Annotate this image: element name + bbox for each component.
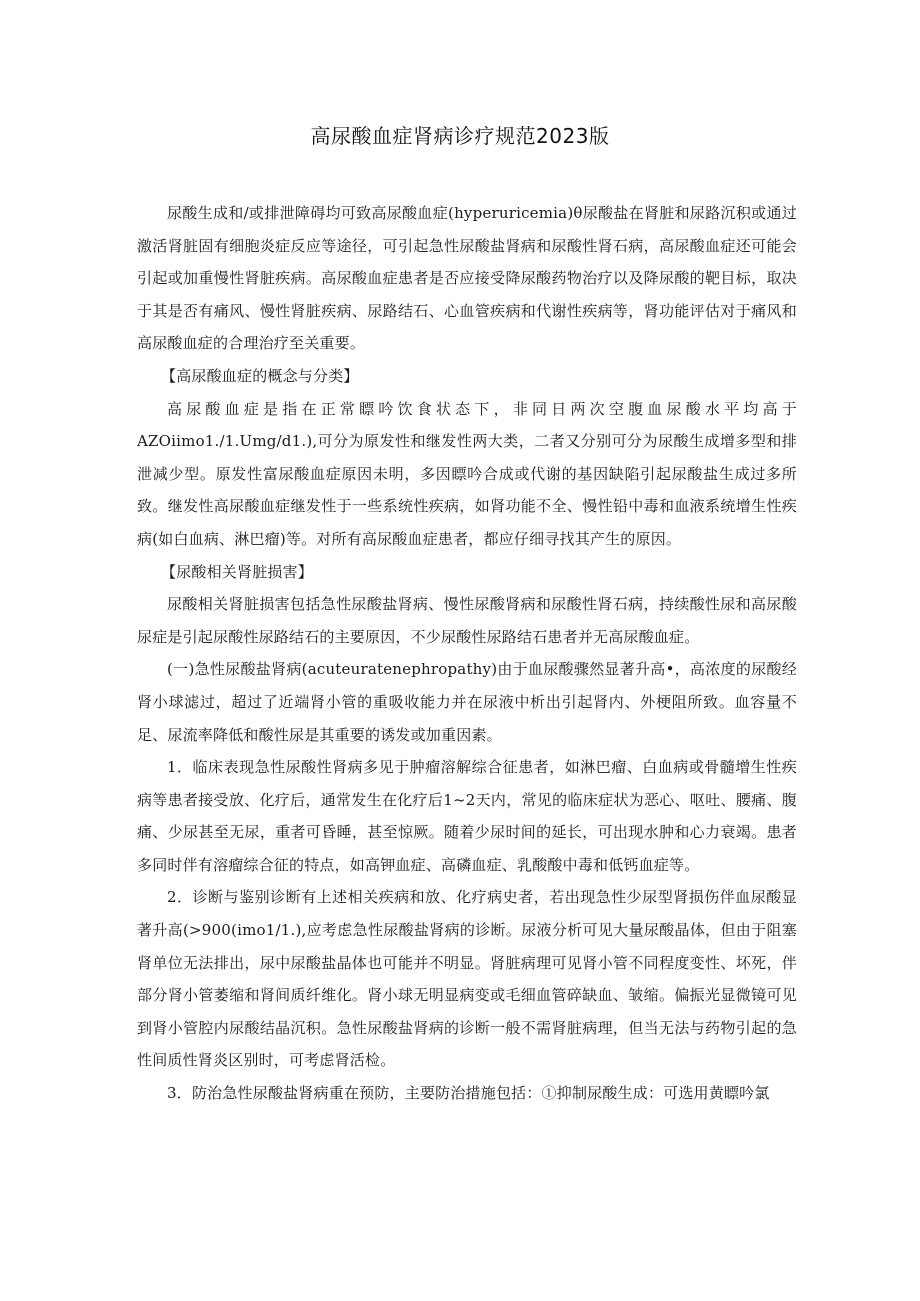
acute-nephropathy-paragraph: (一)急性尿酸盐肾病(acuteuratenephropathy)由于血尿酸骤然显著升高•，高浓度的尿酸经肾小球滤过，超过了近端肾小管的重吸收能力并在尿液中析出引起肾内、外梗阻所致。血容量不足、尿流率降低和酸性尿是其重要的诱发或加重因素。 (137, 660, 797, 744)
document-title: 高尿酸血症肾病诊疗规范2023版 (310, 124, 610, 148)
list-item-diagnosis: 2．诊断与鉴别诊断有上述相关疾病和放、化疗病史者，若出现急性少尿型肾损伤伴血尿酸显著升高(>900(imo1∕1.),应考虑急性尿酸盐肾病的诊断。尿液分析可见大量尿酸晶体，但由于阻塞肾单位无法排出，尿中尿酸盐晶体也可能并不明显。肾脏病理可见肾小管不同程度变性、坏死，伴部分肾小管萎缩和肾间质纤维化。肾小球无明显病变或毛细血管碎缺血、皱缩。偏振光显微镜可见到肾小管腔内尿酸结晶沉积。急性尿酸盐肾病的诊断一般不需肾脏病理，但当无法与药物引起的急性间质性肾炎区别时，可考虑肾活检。 (137, 888, 797, 1070)
list-item-prevention: 3．防治急性尿酸盐肾病重在预防，主要防治措施包括：①抑制尿酸生成：可选用黄瞟吟氯 (167, 1084, 770, 1103)
list-item-clinical: 1．临床表现急性尿酸性肾病多见于肿瘤溶解综合征患者，如淋巴瘤、白血病或骨髓增生性疾病等患者接受放、化疗后，通常发生在化疗后1~2天内，常见的临床症状为恶心、呕吐、腰痛、腹痛、少尿甚至无尿，重者可昏睡，甚至惊厥。随着少尿时间的延长，可出现水肿和心力衰竭。患者多同时伴有溶瘤综合征的特点，如高钾血症、高磷血症、乳酸酸中毒和低钙血症等。 (137, 758, 797, 874)
intro-paragraph: 尿酸生成和/或排泄障碍均可致高尿酸血症(hyperuricemia)θ尿酸盐在肾脏和尿路沉积或通过激活肾脏固有细胞炎症反应等途径，可引起急性尿酸盐肾病和尿酸性肾石病，高尿酸血症还可能会引起或加重慢性肾脏疾病。高尿酸血症患者是否应接受降尿酸药物治疗以及降尿酸的靶目标，取决于其是否有痛风、慢性肾脏疾病、尿路结石、心血管疾病和代谢性疾病等，肾功能评估对于痛风和高尿酸血症的合理治疗至关重要。 (137, 204, 797, 353)
section-heading-concept: 【高尿酸血症的概念与分类】 (161, 366, 359, 385)
concept-paragraph: 高尿酸血症是指在正常瞟吟饮食状态下，非同日两次空腹血尿酸水平均高于AZOiimo1./1.Umg/d1.),可分为原发性和继发性两大类，二者又分别可分为尿酸生成增多型和排泄减少型。原发性富尿酸血症原因未明，多因瞟吟合成或代谢的基因缺陷引起尿酸盐生成过多所致。继发性高尿酸血症继发性于一些系统性疾病，如肾功能不全、慢性铅中毒和血液系统增生性疾病(如白血病、淋巴瘤)等。对所有高尿酸血症患者，都应仔细寻找其产生的原因。 (137, 399, 797, 548)
kidney-damage-paragraph: 尿酸相关肾脏损害包括急性尿酸盐肾病、慢性尿酸肾病和尿酸性肾石病，持续酸性尿和高尿酸尿症是引起尿酸性尿路结石的主要原因，不少尿酸性尿路结石患者并无高尿酸血症。 (137, 595, 797, 646)
section-heading-kidney-damage: 【尿酸相关肾脏损害】 (161, 562, 314, 581)
document-body (137, 197, 797, 1110)
